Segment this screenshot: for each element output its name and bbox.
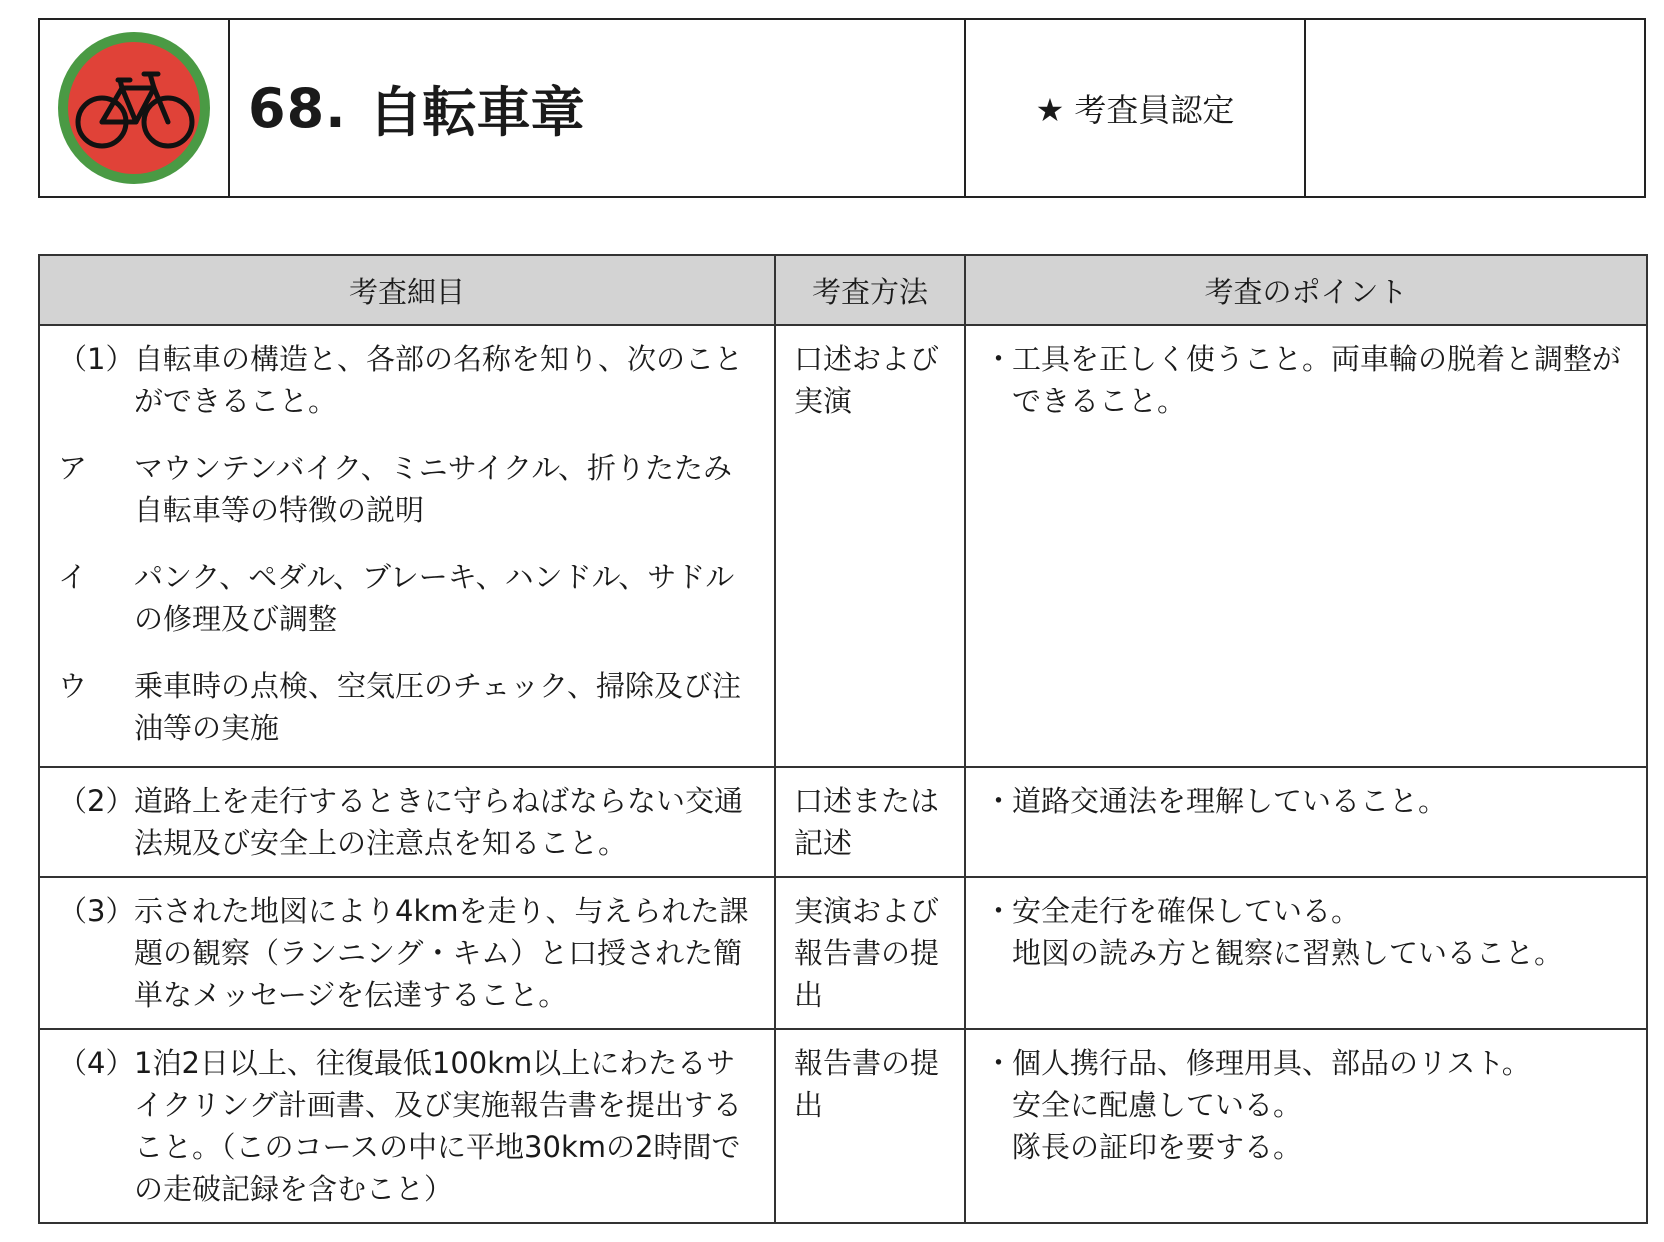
table-header-row (39, 255, 1647, 325)
item-text: 自転車の構造と、各部の名称を知り、次のことができること。 (134, 342, 744, 418)
list-item (58, 447, 756, 531)
item-label: （1） (58, 342, 135, 376)
table-row (39, 325, 1647, 767)
bicycle-badge-icon (56, 30, 212, 186)
list-item (58, 665, 756, 749)
point-text: 工具を正しく使うこと。両車輪の脱着と調整ができること。 (1012, 342, 1622, 418)
method-cell: 実演および報告書の提出 (775, 877, 965, 1029)
table-row (39, 1029, 1647, 1223)
requirements-table (38, 254, 1648, 1224)
item-label: ウ (58, 669, 88, 703)
bullet: ・ (984, 784, 1014, 818)
detail-cell (39, 767, 775, 877)
item-label: （2） (58, 784, 135, 818)
column-header-method: 考査方法 (775, 255, 965, 325)
list-item (58, 338, 756, 422)
point-item (984, 780, 1628, 822)
point-text: 隊長の証印を要する。 (1012, 1130, 1303, 1164)
item-text: パンク、ペダル、ブレーキ、ハンドル、サドルの修理及び調整 (134, 560, 735, 636)
column-header-points: 考査のポイント (965, 255, 1647, 325)
badge-title: 自転車章 (368, 80, 585, 144)
point-text: 地図の読み方と観察に習熟していること。 (1012, 936, 1564, 970)
item-label: ア (58, 451, 88, 485)
method-cell: 報告書の提出 (775, 1029, 965, 1223)
method-cell: 口述および実演 (775, 325, 965, 767)
points-cell (965, 1029, 1647, 1223)
item-text: 示された地図により4kmを走り、与えられた課題の観察（ランニング・キム）と口授された簡単なメッセージを伝達すること。 (134, 894, 749, 1012)
detail-cell (39, 325, 775, 767)
points-cell (965, 877, 1647, 1029)
item-label: （3） (58, 894, 135, 928)
point-item (984, 890, 1628, 974)
method-cell: 口述または記述 (775, 767, 965, 877)
list-item (58, 1042, 756, 1210)
list-item (58, 890, 756, 1016)
item-label: イ (58, 560, 88, 594)
point-text: 個人携行品、修理用具、部品のリスト。 (1012, 1046, 1531, 1080)
point-text: 安全走行を確保している。 (1012, 894, 1361, 928)
badge-cell (40, 20, 230, 196)
table-row (39, 877, 1647, 1029)
badge-title-cell (230, 20, 966, 196)
table-row (39, 767, 1647, 877)
item-text: 道路上を走行するときに守らねばならない交通法規及び安全上の注意点を知ること。 (134, 784, 744, 860)
list-item (58, 556, 756, 640)
points-cell (965, 325, 1647, 767)
points-cell (965, 767, 1647, 877)
detail-cell (39, 877, 775, 1029)
item-text: マウンテンバイク、ミニサイクル、折りたたみ自転車等の特徴の説明 (134, 451, 732, 527)
bullet: ・ (984, 894, 1014, 928)
item-text: 乗車時の点検、空気圧のチェック、掃除及び注油等の実施 (134, 669, 741, 745)
bullet: ・ (984, 342, 1014, 376)
detail-cell (39, 1029, 775, 1223)
item-text: 1泊2日以上、往復最低100km以上にわたるサイクリング計画書、及び実施報告書を提出すること。（このコースの中に平地30kmの2時間での走破記録を含むこと） (134, 1046, 742, 1206)
point-item (984, 1042, 1628, 1168)
item-label: （4） (58, 1046, 135, 1080)
point-text: 安全に配慮している。 (1012, 1088, 1303, 1122)
point-item (984, 338, 1628, 422)
empty-header-cell (1306, 20, 1644, 196)
point-text: 道路交通法を理解していること。 (1012, 784, 1448, 818)
certification-cell (966, 20, 1306, 196)
badge-number: 68. (248, 76, 347, 140)
list-item (58, 780, 756, 864)
column-header-detail: 考査細目 (39, 255, 775, 325)
badge-header (38, 18, 1646, 198)
certification-label: ★ 考査員認定 (1035, 91, 1235, 129)
bullet: ・ (984, 1046, 1014, 1080)
